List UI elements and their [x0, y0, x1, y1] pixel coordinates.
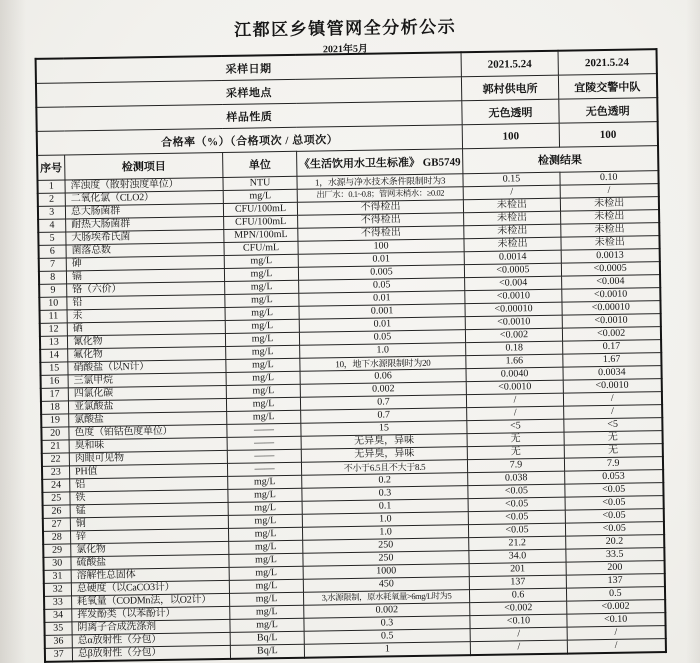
- col-header-standard: 《生活饮用水卫生标准》 GB5749: [297, 149, 463, 177]
- cell-index: 29: [43, 544, 71, 557]
- cell-result-1: <0.0010: [465, 315, 562, 330]
- cell-standard: 1: [304, 642, 470, 658]
- cell-result-1: 1.66: [466, 354, 563, 369]
- cell-standard: 0.001: [299, 304, 465, 320]
- page-title: 江都区乡镇管网全分析公示: [234, 17, 457, 40]
- cell-standard: 0.01: [299, 291, 465, 307]
- cell-item: 铜: [70, 515, 228, 530]
- cell-result-1: 0.18: [466, 341, 563, 356]
- cell-item: 锌: [70, 528, 228, 543]
- cell-result-1: 未检出: [464, 211, 561, 226]
- cell-unit: CFU/100mL: [224, 215, 298, 229]
- cell-standard: 1.0: [302, 512, 468, 528]
- cell-result-2: <0.05: [565, 522, 663, 537]
- cell-result-2: 0.17: [563, 340, 661, 355]
- cell-item: 总α放射性（分包）: [72, 632, 230, 647]
- document: [0, 3, 700, 663]
- cell-item: 耐热大肠菌群: [66, 216, 224, 231]
- cell-standard: 不得检出: [298, 213, 464, 229]
- cell-result-2: <0.05: [565, 483, 663, 498]
- cell-result-2: /: [560, 184, 658, 199]
- cell-item: 氯化物: [71, 541, 229, 556]
- cell-item: 四氯化碳: [68, 385, 226, 400]
- cell-index: 22: [41, 453, 69, 466]
- cell-result-1: 0.038: [468, 471, 565, 486]
- cell-unit: mg/L: [224, 267, 298, 281]
- cell-result-1: <0.002: [470, 601, 567, 616]
- cell-result-2: /: [567, 639, 665, 654]
- cell-unit: mg/L: [228, 514, 302, 528]
- cell-index: 9: [39, 284, 67, 297]
- cell-item: 氯酸盐: [69, 411, 227, 426]
- cell-standard: 不得检出: [298, 226, 464, 242]
- cell-result-1: 0.0014: [464, 250, 561, 265]
- cell-item: 浑浊度（散射浊度单位）: [65, 177, 223, 192]
- cell-unit: CFU/100mL: [223, 202, 297, 216]
- cell-result-2: <0.002: [567, 600, 665, 615]
- cell-result-2: 0.053: [565, 470, 663, 485]
- cell-unit: MPN/100mL: [224, 228, 298, 242]
- cell-result-2: 0.0034: [563, 366, 661, 381]
- cell-item: 铬（六价）: [67, 281, 225, 296]
- cell-unit: mg/L: [226, 358, 300, 372]
- cell-result-1: 无: [467, 445, 564, 460]
- cell-unit: mg/L: [223, 189, 297, 203]
- cell-item: 大肠埃希氏菌: [66, 229, 224, 244]
- cell-standard: 0.7: [300, 395, 466, 411]
- cell-index: 13: [39, 336, 67, 349]
- col-header-item: 检测项目: [65, 152, 223, 179]
- cell-index: 11: [39, 310, 67, 323]
- cell-result-1: 7.9: [467, 458, 564, 473]
- cell-index: 14: [40, 349, 68, 362]
- cell-result-1: /: [467, 406, 564, 421]
- cell-standard: 无异臭，异味: [301, 447, 467, 463]
- cell-result-2: <0.10: [567, 613, 665, 628]
- cell-item: 菌落总数: [66, 242, 224, 257]
- cell-unit: ——: [227, 462, 301, 476]
- cell-result-1: 201: [469, 562, 566, 577]
- cell-standard: 250: [303, 538, 469, 554]
- cell-item: 锰: [70, 502, 228, 517]
- cell-unit: mg/L: [230, 618, 304, 632]
- info-label: 采样地点: [35, 77, 461, 108]
- info-label: 样品性质: [36, 101, 462, 132]
- cell-result-1: <0.0010: [465, 289, 562, 304]
- cell-index: 37: [44, 648, 72, 662]
- cell-result-1: <0.05: [468, 497, 565, 512]
- cell-index: 21: [41, 440, 69, 453]
- cell-result-1: 0.6: [469, 588, 566, 603]
- cell-item: 二氧化氯（CLO2）: [65, 190, 223, 205]
- cell-standard: 0.5: [304, 629, 470, 645]
- cell-index: 15: [40, 362, 68, 375]
- cell-index: 33: [44, 596, 72, 609]
- cell-item: 镉: [66, 268, 224, 283]
- cell-result-1: /: [470, 640, 567, 655]
- cell-unit: mg/L: [227, 410, 301, 424]
- cell-standard: 无异臭，异味: [301, 434, 467, 450]
- cell-result-2: 137: [566, 574, 664, 589]
- info-value-2: 100: [559, 122, 657, 148]
- cell-index: 7: [38, 258, 66, 271]
- cell-index: 5: [38, 232, 66, 245]
- cell-item: 亚氯酸盐: [68, 398, 226, 413]
- cell-unit: Bq/L: [230, 644, 304, 659]
- doc-subtitle: 2021年5月: [322, 43, 369, 56]
- info-label: 合格率（%）（合格项次 / 总项次）: [36, 125, 462, 156]
- cell-standard: 不得检出: [297, 200, 463, 216]
- cell-index: 31: [43, 570, 71, 583]
- cell-index: 28: [42, 531, 70, 544]
- cell-index: 35: [44, 622, 72, 635]
- cell-unit: mg/L: [225, 306, 299, 320]
- cell-unit: mg/L: [225, 280, 299, 294]
- cell-result-2: /: [563, 392, 661, 407]
- cell-result-1: 34.0: [469, 549, 566, 564]
- cell-standard: 0.002: [304, 603, 470, 619]
- cell-item: 色度（铂钴色度单位）: [69, 424, 227, 439]
- cell-item: 总β放射性（分包）: [72, 645, 230, 661]
- cell-index: 30: [43, 557, 71, 570]
- cell-result-1: 0.0040: [466, 367, 563, 382]
- cell-index: 1: [37, 180, 65, 193]
- cell-item: 氰化物: [67, 333, 225, 348]
- cell-result-1: <0.004: [465, 276, 562, 291]
- cell-item: 硝酸盐（以N计）: [68, 359, 226, 374]
- cell-result-1: 未检出: [464, 237, 561, 252]
- info-section: [35, 49, 657, 155]
- cell-result-1: <0.002: [465, 328, 562, 343]
- cell-unit: mg/L: [226, 371, 300, 385]
- cell-result-1: <0.05: [468, 484, 565, 499]
- cell-unit: mg/L: [229, 592, 303, 606]
- cell-result-2: 0.0013: [561, 249, 659, 264]
- cell-result-2: <0.0005: [561, 262, 659, 277]
- cell-unit: mg/L: [228, 488, 302, 502]
- col-header-index: 序号: [37, 155, 65, 180]
- cell-result-2: 200: [566, 561, 664, 576]
- cell-result-2: 无: [564, 444, 662, 459]
- info-value-1: 2021.5.24: [461, 51, 558, 77]
- cell-result-2: <0.05: [565, 509, 663, 524]
- cell-item: 砷: [66, 255, 224, 270]
- cell-result-2: /: [567, 626, 665, 641]
- cell-item: 硒: [67, 320, 225, 335]
- cell-unit: CFU/mL: [224, 241, 298, 255]
- cell-index: 10: [39, 297, 67, 310]
- cell-standard: 0.3: [302, 486, 468, 502]
- cell-index: 24: [42, 479, 70, 492]
- cell-standard: 15: [301, 421, 467, 437]
- cell-standard: 0.05: [299, 278, 465, 294]
- cell-unit: ——: [227, 423, 301, 437]
- cell-index: 19: [41, 414, 69, 427]
- cell-result-1: <0.05: [468, 523, 565, 538]
- cell-unit: mg/L: [229, 566, 303, 580]
- cell-standard: 3,水源限制，原水耗氧量>6mg/L时为5: [303, 590, 469, 606]
- cell-unit: mg/L: [229, 540, 303, 554]
- cell-index: 2: [37, 193, 65, 206]
- cell-unit: mg/L: [225, 293, 299, 307]
- cell-index: 12: [39, 323, 67, 336]
- cell-unit: Bq/L: [230, 631, 304, 645]
- cell-index: 25: [42, 492, 70, 505]
- cell-unit: mg/L: [228, 501, 302, 515]
- cell-standard: 0.1: [302, 499, 468, 515]
- cell-standard: 0.2: [302, 473, 468, 489]
- cell-result-1: <5: [467, 419, 564, 434]
- cell-item: 氟化物: [68, 346, 226, 361]
- cell-standard: 0.7: [301, 408, 467, 424]
- cell-result-2: 未检出: [560, 197, 658, 212]
- cell-standard: 出厂水：0.1~0.8；管网末梢水：≥0.02: [297, 187, 463, 203]
- cell-result-1: /: [463, 185, 560, 200]
- cell-result-1: <0.10: [470, 614, 567, 629]
- cell-result-2: 未检出: [561, 236, 659, 251]
- cell-result-2: 7.9: [564, 457, 662, 472]
- cell-item: 铅: [67, 294, 225, 309]
- cell-result-2: 0.5: [566, 587, 664, 602]
- info-value-1: 郭村供电所: [461, 75, 558, 101]
- col-header-result: 检测结果: [463, 146, 658, 174]
- cell-item: 耗氧量（CODMn法，以O2计）: [72, 593, 230, 608]
- cell-index: 3: [37, 206, 65, 219]
- cell-standard: 0.005: [298, 265, 464, 281]
- cell-result-2: 未检出: [561, 210, 659, 225]
- cell-result-1: <0.00010: [465, 302, 562, 317]
- cell-item: 硫酸盐: [71, 554, 229, 569]
- cell-unit: mg/L: [230, 605, 304, 619]
- cell-standard: 0.06: [300, 369, 466, 385]
- info-value-2: 宜陵交警中队: [558, 74, 656, 100]
- cell-index: 23: [41, 466, 69, 479]
- cell-index: 32: [43, 583, 71, 596]
- cell-unit: mg/L: [226, 397, 300, 411]
- cell-item: 总硬度（以CaCO3计）: [71, 580, 229, 595]
- cell-item: 铁: [70, 489, 228, 504]
- cell-standard: 0.3: [304, 616, 470, 632]
- cell-result-1: 21.2: [469, 536, 566, 551]
- cell-standard: 100: [298, 239, 464, 255]
- cell-result-2: <0.05: [565, 496, 663, 511]
- cell-standard: 0.01: [298, 252, 464, 268]
- cell-item: 汞: [67, 307, 225, 322]
- cell-result-1: 137: [469, 575, 566, 590]
- cell-result-2: <0.0010: [563, 379, 661, 394]
- cell-item: 臭和味: [69, 437, 227, 452]
- cell-unit: mg/L: [226, 384, 300, 398]
- cell-unit: NTU: [223, 176, 297, 190]
- cell-item: 挥发酚类（以苯酚计）: [72, 606, 230, 621]
- cell-standard: 0.002: [300, 382, 466, 398]
- cell-standard: 不小于6.5且不大于8.5: [301, 460, 467, 476]
- cell-result-2: <0.00010: [562, 301, 660, 316]
- cell-result-2: <0.0010: [562, 288, 660, 303]
- info-label: 采样日期: [35, 52, 461, 83]
- data-section: [37, 171, 665, 662]
- cell-item: 溶解性总固体: [71, 567, 229, 582]
- cell-unit: mg/L: [228, 527, 302, 541]
- cell-unit: mg/L: [225, 332, 299, 346]
- cell-result-1: <0.05: [468, 510, 565, 525]
- cell-item: 阴离子合成洗涤剂: [72, 619, 230, 634]
- cell-result-1: 未检出: [463, 198, 560, 213]
- cell-result-1: 0.15: [463, 172, 560, 187]
- cell-result-1: <0.0005: [464, 263, 561, 278]
- cell-item: PH值: [69, 463, 227, 478]
- cell-result-2: 未检出: [561, 223, 659, 238]
- cell-item: 三氯甲烷: [68, 372, 226, 387]
- cell-standard: 1，水源与净水技术条件限制时为3: [297, 174, 463, 190]
- cell-index: 8: [38, 271, 66, 284]
- cell-unit: mg/L: [225, 319, 299, 333]
- cell-standard: 1000: [303, 564, 469, 580]
- info-value-1: 无色透明: [462, 99, 559, 125]
- cell-index: 16: [40, 375, 68, 388]
- col-header-unit: 单位: [223, 151, 297, 177]
- cell-index: 36: [44, 635, 72, 648]
- cell-result-2: 20.2: [566, 535, 664, 550]
- info-value-1: 100: [462, 123, 559, 149]
- cell-index: 18: [40, 401, 68, 414]
- cell-index: 34: [44, 609, 72, 622]
- cell-index: 27: [42, 518, 70, 531]
- cell-standard: 250: [303, 551, 469, 567]
- cell-unit: mg/L: [228, 475, 302, 489]
- cell-unit: ——: [227, 449, 301, 463]
- cell-result-1: /: [466, 393, 563, 408]
- cell-unit: mg/L: [229, 553, 303, 567]
- cell-unit: mg/L: [226, 345, 300, 359]
- cell-result-2: <0.004: [562, 275, 660, 290]
- cell-result-1: /: [470, 627, 567, 642]
- cell-unit: ——: [227, 436, 301, 450]
- cell-unit: mg/L: [224, 254, 298, 268]
- cell-result-2: /: [564, 405, 662, 420]
- cell-standard: 450: [303, 577, 469, 593]
- info-value-2: 2021.5.24: [558, 49, 656, 75]
- cell-index: 26: [42, 505, 70, 518]
- cell-result-2: <0.002: [562, 327, 660, 342]
- cell-result-2: 1.67: [563, 353, 661, 368]
- cell-result-2: 33.5: [566, 548, 664, 563]
- cell-result-1: 未检出: [464, 224, 561, 239]
- cell-standard: 0.05: [299, 330, 465, 346]
- analysis-table: [34, 48, 666, 663]
- cell-result-1: 无: [467, 432, 564, 447]
- cell-item: 铝: [70, 476, 228, 491]
- cell-result-2: 0.10: [560, 171, 658, 186]
- cell-standard: 10，地下水源限制时为20: [300, 356, 466, 372]
- cell-result-2: 无: [564, 431, 662, 446]
- info-value-2: 无色透明: [559, 98, 657, 124]
- cell-index: 4: [38, 219, 66, 232]
- cell-index: 6: [38, 245, 66, 258]
- cell-standard: 0.01: [299, 317, 465, 333]
- cell-result-2: <0.0010: [562, 314, 660, 329]
- cell-index: 17: [40, 388, 68, 401]
- cell-standard: 1.0: [302, 525, 468, 541]
- cell-standard: 1.0: [300, 343, 466, 359]
- cell-result-2: <5: [564, 418, 662, 433]
- cell-item: 总大肠菌群: [65, 203, 223, 218]
- cell-unit: mg/L: [229, 579, 303, 593]
- cell-item: 肉眼可见物: [69, 450, 227, 465]
- cell-result-1: <0.0010: [466, 380, 563, 395]
- cell-index: 20: [41, 427, 69, 440]
